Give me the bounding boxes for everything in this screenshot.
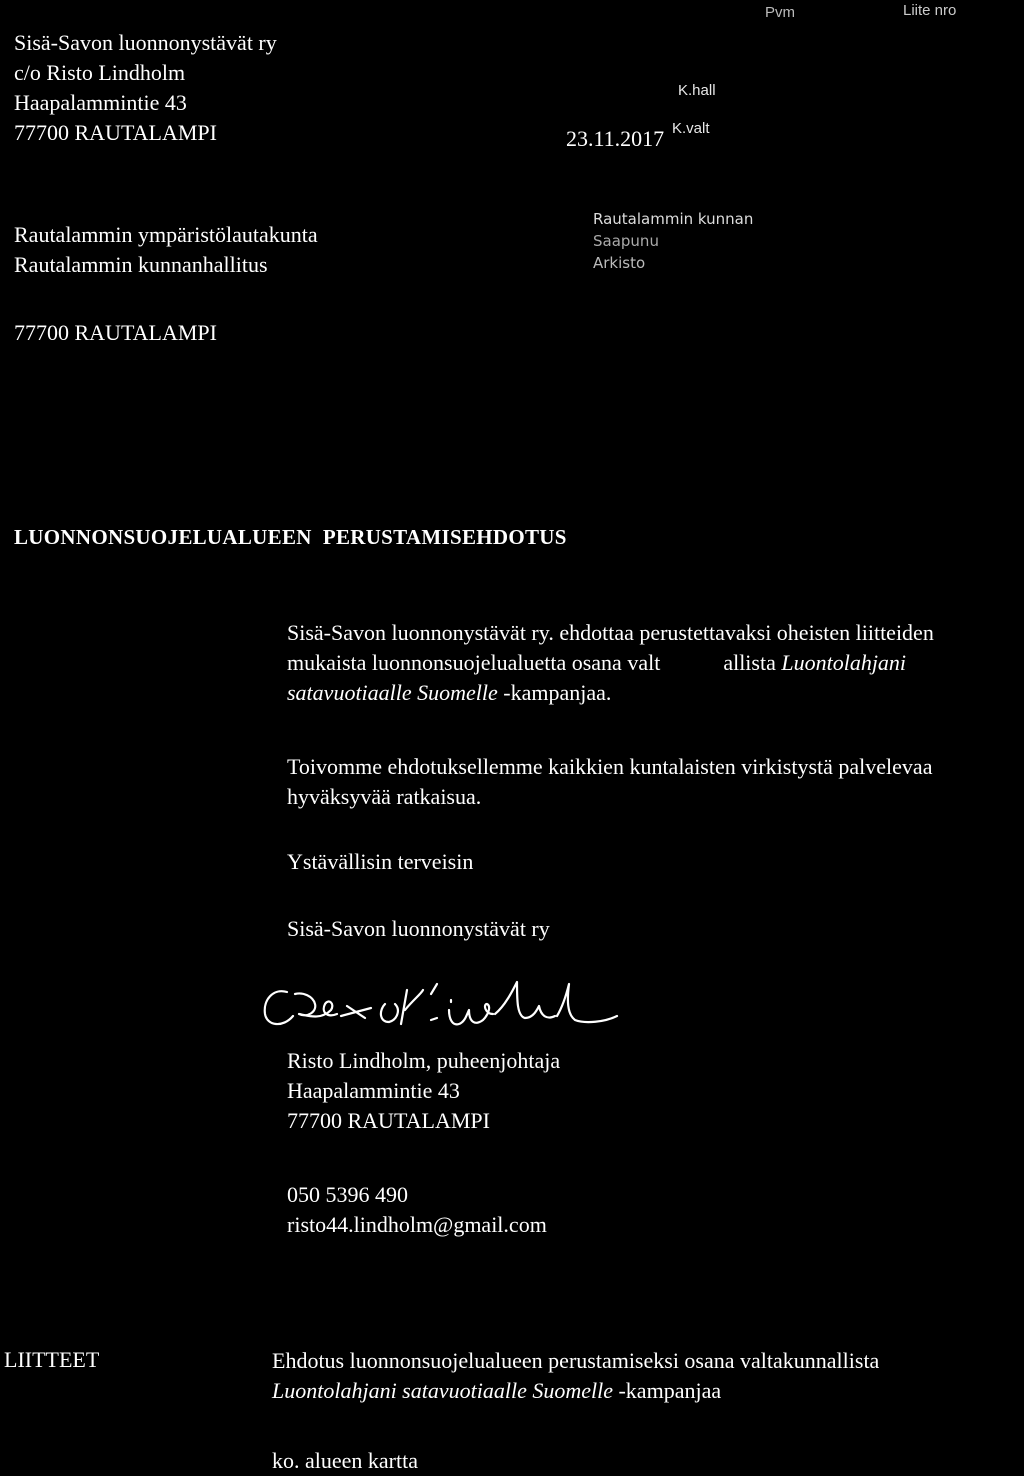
sender-city: 77700 RAUTALAMPI	[14, 120, 217, 145]
attachment-2: ko. alueen kartta	[272, 1448, 418, 1473]
document-title: LUONNONSUOJELUALUEEN PERUSTAMISEHDOTUS	[14, 525, 567, 549]
stamp-liite-label: Liite nro	[903, 2, 957, 19]
handwritten-signature	[255, 970, 625, 1050]
signer-org: Sisä-Savon luonnonystävät ry	[287, 916, 550, 941]
stamp-kvalt-label: K.valt	[672, 120, 710, 137]
p1-line3-italic: satavuotiaalle Suomelle	[287, 680, 498, 705]
attachment-1-line2-italic: Luontolahjani satavuotiaalle Suomelle	[272, 1378, 613, 1403]
recipient-address	[14, 220, 318, 280]
signer-street: Haapalammintie 43	[287, 1078, 460, 1103]
attachment-1-line2-rest: -kampanjaa	[612, 1378, 722, 1403]
received-stamp-line1: Rautalammin kunnan	[593, 210, 754, 228]
sender-co: c/o Risto Lindholm	[14, 60, 186, 85]
signer-email[interactable]: risto44.lindholm@gmail.com	[287, 1212, 547, 1237]
body-paragraph-2	[287, 752, 932, 812]
signer-phone: 050 5396 490	[287, 1182, 408, 1207]
signer-city: 77700 RAUTALAMPI	[287, 1108, 490, 1133]
p1-line2-b: allista	[723, 650, 776, 675]
attachments-label: LIITTEET	[4, 1347, 100, 1372]
attachment-1-line1: Ehdotus luonnonsuojelualueen perustamiseksi osana valtakunnallista	[272, 1348, 880, 1373]
stamp-pvm-label: Pvm	[765, 4, 795, 21]
sender-street: Haapalammintie 43	[14, 90, 187, 115]
p1-line2-a: mukaista luonnonsuojelualuetta osana valt	[287, 650, 661, 675]
received-stamp-line2: Saapunu	[593, 232, 659, 250]
recipient-line2: Rautalammin kunnanhallitus	[14, 252, 268, 277]
attachments-list	[272, 1346, 879, 1406]
signer-name-title: Risto Lindholm, puheenjohtaja	[287, 1048, 561, 1073]
sender-org: Sisä-Savon luonnonystävät ry	[14, 30, 277, 55]
p1-line1: Sisä-Savon luonnonystävät ry. ehdottaa perustettavaksi oheisten liitteiden	[287, 620, 934, 645]
sender-address	[14, 28, 277, 148]
body-paragraph-1	[287, 618, 934, 708]
p2-line1: Toivomme ehdotuksellemme kaikkien kuntalaisten virkistystä palvelevaa	[287, 754, 933, 779]
contact-block	[287, 1180, 547, 1240]
closing: Ystävällisin terveisin	[287, 849, 474, 874]
received-stamp-line3: Arkisto	[593, 254, 646, 272]
stamp-khall-label: K.hall	[678, 82, 716, 99]
received-stamp	[593, 208, 753, 274]
recipient-city: 77700 RAUTALAMPI	[14, 320, 217, 345]
p2-line2: hyväksyvää ratkaisua.	[287, 784, 482, 809]
letter-date: 23.11.2017	[566, 126, 665, 151]
signature-block	[287, 1046, 560, 1136]
recipient-line1: Rautalammin ympäristölautakunta	[14, 222, 318, 247]
p1-line2-italic: Luontolahjani	[781, 650, 907, 675]
p1-line3-rest: -kampanjaa.	[497, 680, 612, 705]
